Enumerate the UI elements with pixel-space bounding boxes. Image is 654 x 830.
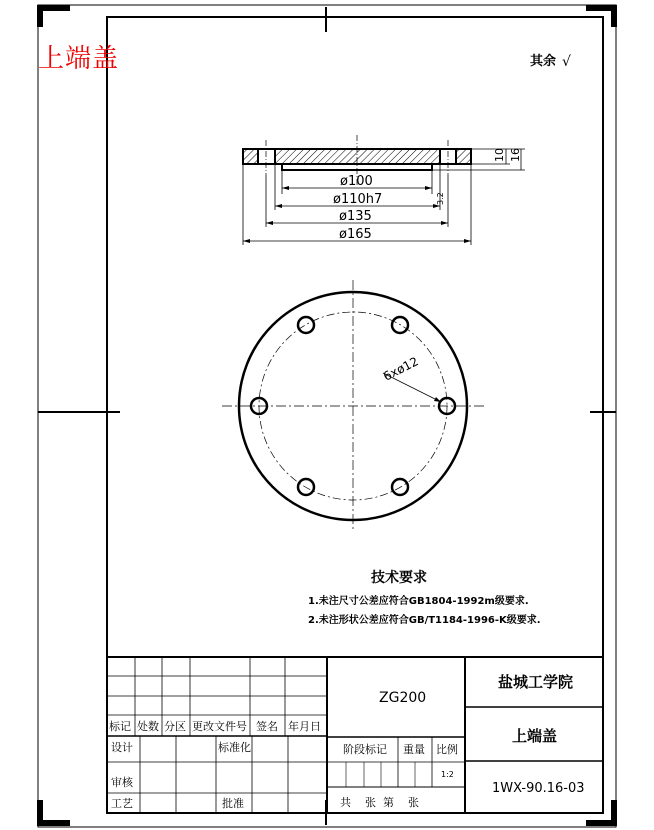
hole-callout: 6xø12 — [381, 354, 421, 384]
tech-req-item-2: 2.未注形状公差应符合GB/T1184-1996-K级要求. — [308, 615, 541, 626]
label-review: 审核 — [111, 776, 133, 789]
label-process: 工艺 — [111, 797, 133, 810]
label-zone: 分区 — [164, 720, 186, 733]
surface-note: 其余 — [530, 54, 557, 69]
label-date: 年月日 — [288, 720, 321, 733]
material: ZG200 — [379, 690, 427, 706]
roughness-mark: 3.2 — [436, 192, 445, 205]
dim-d165: ø165 — [339, 227, 372, 242]
dim-height-10: 10 — [493, 148, 506, 162]
tech-req-title: 技术要求 — [371, 570, 427, 586]
scale-value: 1:2 — [441, 770, 454, 779]
dim-d135: ø135 — [339, 209, 372, 224]
dim-d110h7: ø110h7 — [333, 192, 383, 207]
label-design: 设计 — [111, 741, 133, 754]
label-mark: 标记 — [109, 720, 131, 733]
surface-symbol-icon: √ — [562, 54, 571, 70]
section-view — [243, 135, 525, 245]
dim-height-16: 16 — [509, 148, 522, 162]
drawing-number: 1WX-90.16-03 — [492, 781, 585, 796]
label-signature: 签名 — [256, 720, 278, 733]
title-block-text — [109, 673, 585, 810]
label-approve: 批准 — [222, 797, 244, 810]
plan-view — [222, 280, 486, 532]
part-name: 上端盖 — [512, 727, 558, 745]
label-standardize: 标准化 — [218, 741, 251, 754]
sheets-text: 共 张 第 张 — [340, 796, 419, 809]
school-name: 盐城工学院 — [498, 673, 574, 691]
label-change-doc: 更改文件号 — [192, 720, 247, 733]
label-weight: 重量 — [403, 743, 425, 756]
inner-border — [107, 17, 603, 813]
overlay-title: 上端盖 — [38, 44, 120, 74]
tech-req-item-1: 1.未注尺寸公差应符合GB1804-1992m级要求. — [308, 596, 529, 607]
label-count: 处数 — [137, 720, 159, 733]
label-stage: 阶段标记 — [343, 743, 387, 756]
dim-d100: ø100 — [340, 174, 373, 189]
label-ratio: 比例 — [436, 743, 458, 756]
tech-requirements — [308, 569, 541, 626]
